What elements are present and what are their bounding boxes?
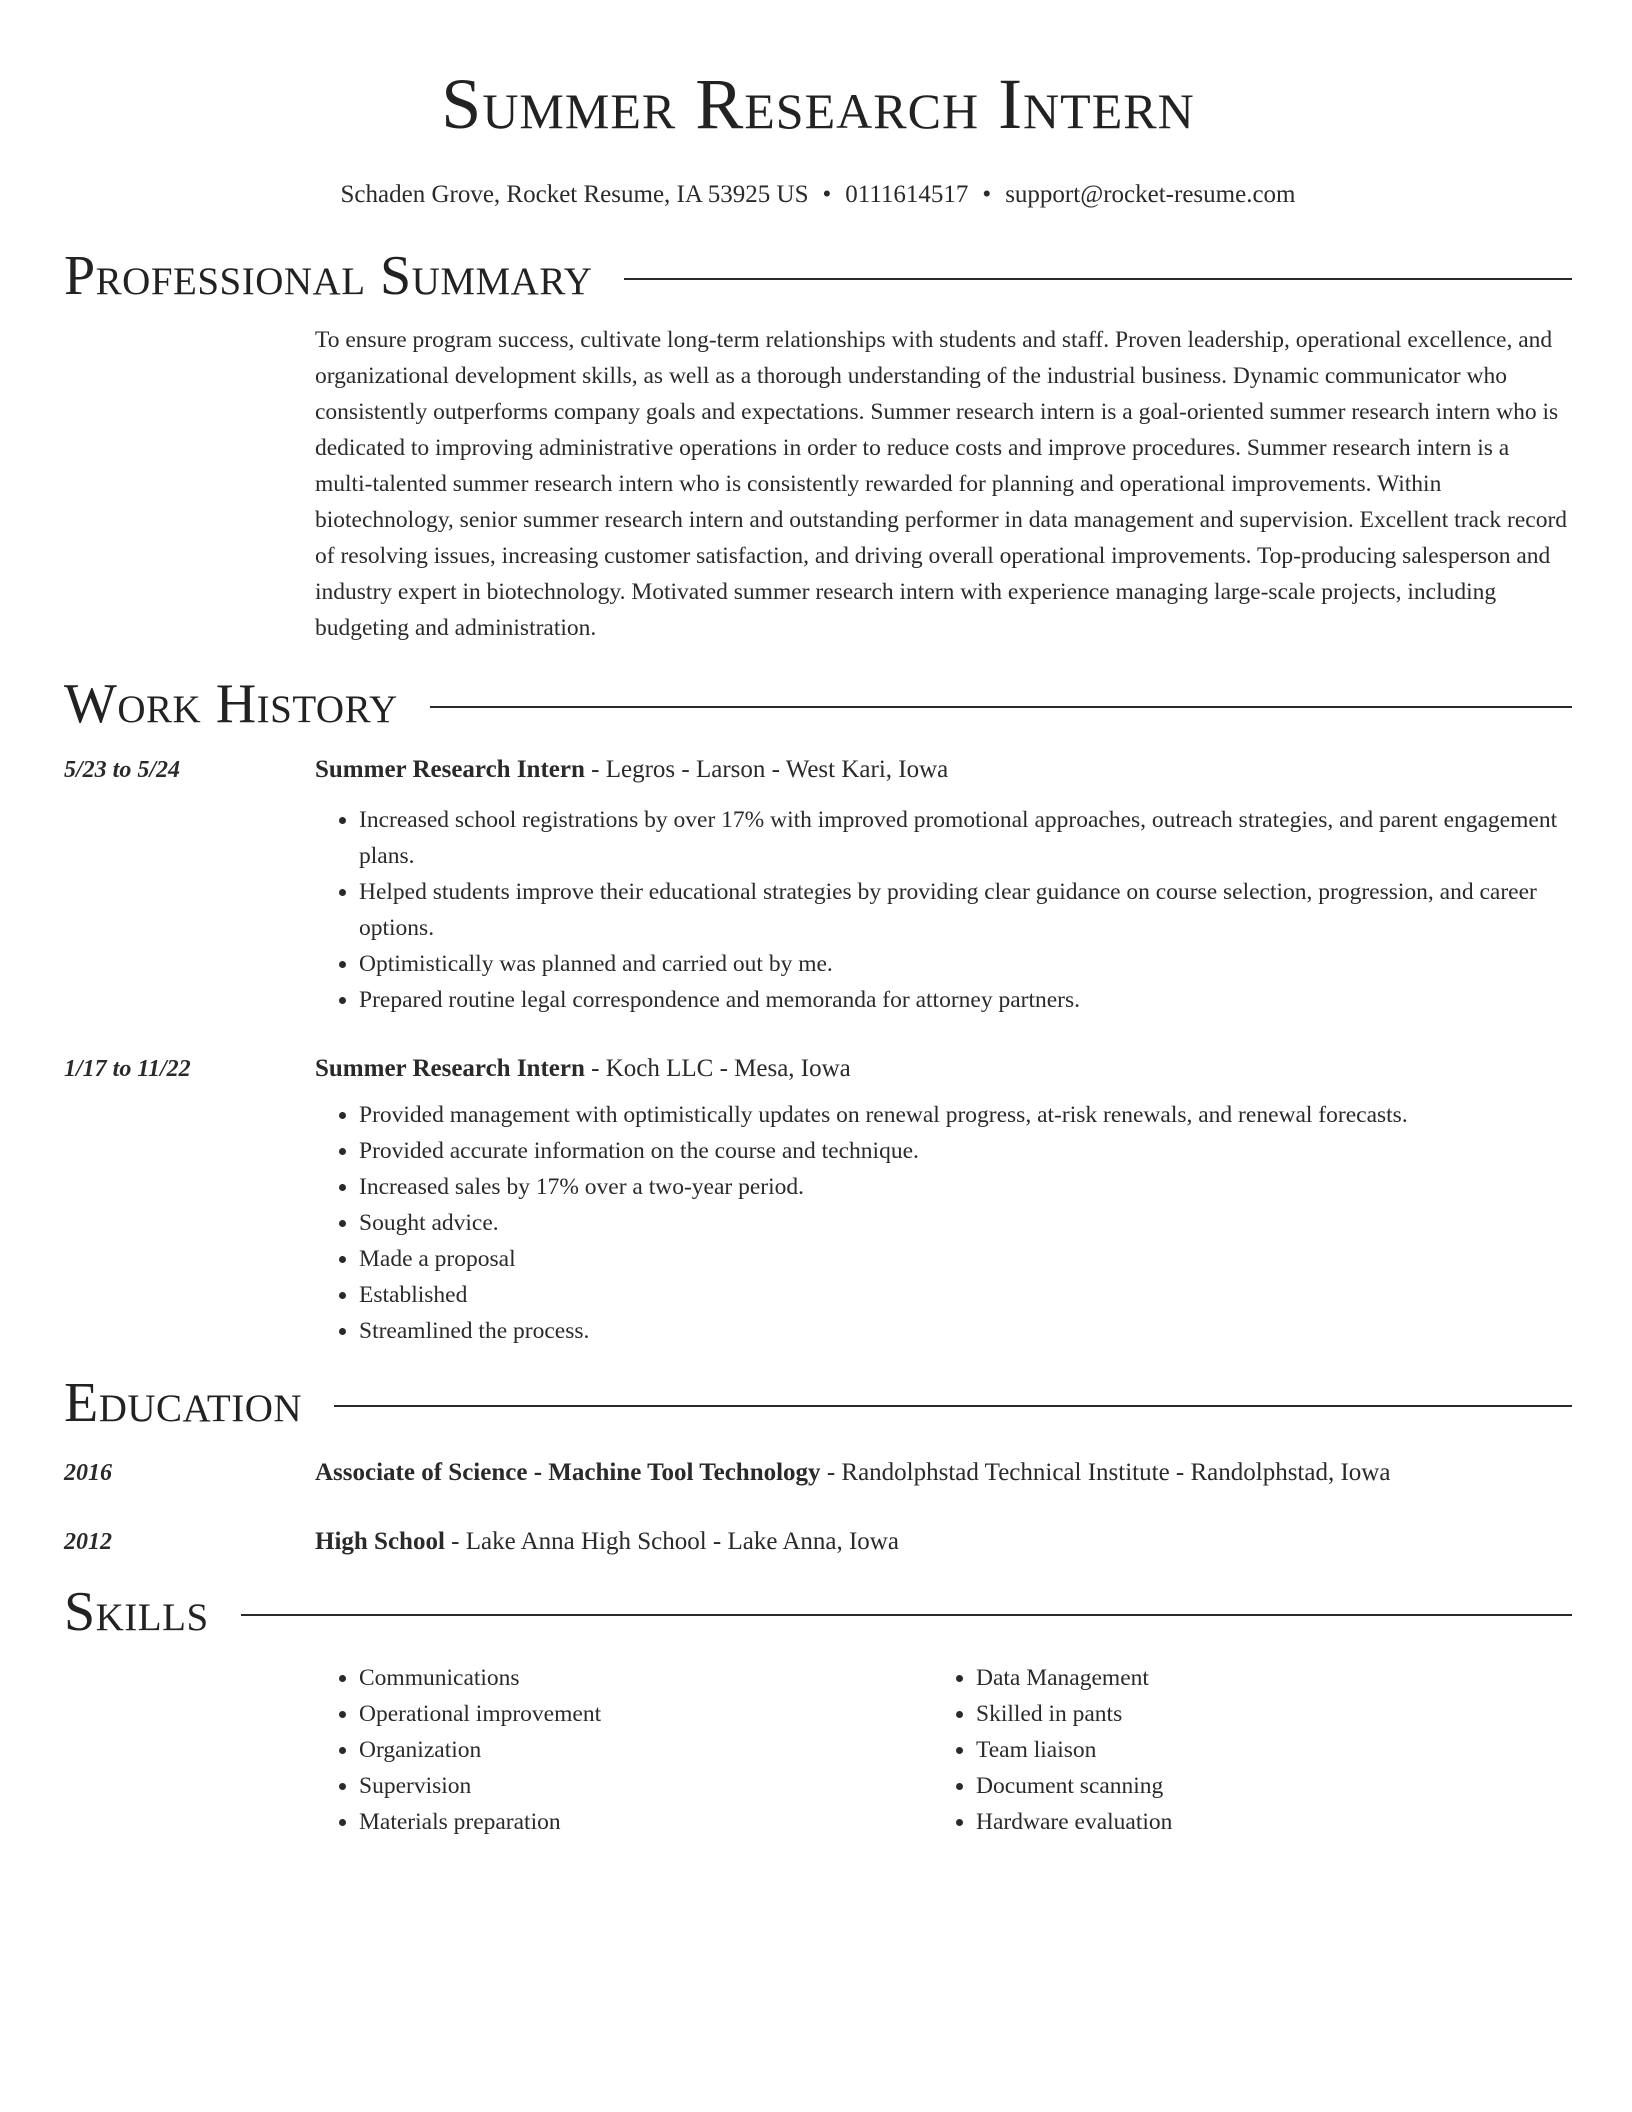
contact-line bbox=[64, 178, 1572, 212]
education-degree: Associate of Science - Machine Tool Technology bbox=[315, 1459, 821, 1486]
job-bullet: • Sought advice. bbox=[359, 1205, 1572, 1241]
education-section-header bbox=[64, 1371, 1572, 1435]
job-entry bbox=[64, 752, 1572, 1018]
job-date: 5/23 to 5/24 bbox=[64, 757, 181, 783]
summary-section-header bbox=[64, 244, 1572, 308]
job-bullet: • Established bbox=[359, 1277, 1572, 1313]
work-heading: Work History bbox=[64, 673, 398, 735]
contact-address: Schaden Grove, Rocket Resume, IA 53925 US bbox=[340, 181, 809, 208]
job-details: - Koch LLC - Mesa, Iowa bbox=[584, 1055, 851, 1082]
education-heading: Education bbox=[64, 1372, 303, 1434]
job-bullet: • Prepared routine legal correspondence and memoranda for attorney partners. bbox=[359, 982, 1572, 1018]
skill-item: • Document scanning bbox=[976, 1768, 1549, 1804]
education-degree: High School bbox=[315, 1528, 445, 1555]
job-bullet: • Provided management with optimistically updates on renewal progress, at-risk renewals, and renewal forecasts. bbox=[359, 1097, 1572, 1133]
skill-item: • Supervision bbox=[359, 1768, 932, 1804]
skill-item: • Skilled in pants bbox=[976, 1696, 1549, 1732]
summary-heading: Professional Summary bbox=[64, 245, 593, 307]
education-entry bbox=[64, 1524, 1572, 1560]
skill-item: • Data Management bbox=[976, 1660, 1549, 1696]
skill-item: • Materials preparation bbox=[359, 1804, 932, 1840]
skill-item: • Team liaison bbox=[976, 1732, 1549, 1768]
job-entry bbox=[64, 1051, 1572, 1349]
job-bullet: • Optimistically was planned and carried out by me. bbox=[359, 946, 1572, 982]
contact-separator: • bbox=[982, 181, 992, 208]
job-title: Summer Research Intern bbox=[315, 756, 585, 783]
skill-item: • Communications bbox=[359, 1660, 932, 1696]
job-bullet: • Increased sales by 17% over a two-year period. bbox=[359, 1169, 1572, 1205]
resume-name: Summer Research Intern bbox=[441, 64, 1195, 144]
education-date: 2016 bbox=[64, 1460, 112, 1486]
skill-item: • Operational improvement bbox=[359, 1696, 932, 1732]
job-bullet: • Increased school registrations by over 17% with improved promotional approaches, outreach strategies, and parent engagement plans. bbox=[359, 802, 1572, 874]
job-bullet: • Made a proposal bbox=[359, 1241, 1572, 1277]
skill-item: • Organization bbox=[359, 1732, 932, 1768]
education-entry bbox=[64, 1455, 1572, 1491]
job-title-line bbox=[315, 1051, 1572, 1087]
education-line bbox=[315, 1455, 1572, 1491]
section-rule bbox=[430, 706, 1572, 708]
resume-page bbox=[64, 0, 1572, 1840]
job-bullets bbox=[315, 1097, 1572, 1349]
skills-section-header bbox=[64, 1580, 1572, 1644]
contact-separator: • bbox=[822, 181, 832, 208]
skills-list-left bbox=[315, 1660, 932, 1840]
section-rule bbox=[241, 1614, 1572, 1616]
job-bullet: • Provided accurate information on the course and technique. bbox=[359, 1133, 1572, 1169]
contact-phone: 0111614517 bbox=[845, 181, 969, 208]
contact-email: support@rocket-resume.com bbox=[1005, 181, 1296, 208]
education-details: - Lake Anna High School - Lake Anna, Iowa bbox=[444, 1528, 899, 1555]
job-bullet: • Helped students improve their educational strategies by providing clear guidance on course selection, progression, and career options. bbox=[359, 874, 1572, 946]
skills-columns bbox=[315, 1660, 1572, 1840]
job-title-line bbox=[315, 752, 1572, 788]
summary-text: To ensure program success, cultivate long-term relationships with students and staff. Proven leadership, operational excellence, and organizational development skills, as well as a thorough understanding of the industrial business. Dynamic communicator who consistently outperforms company goals and expectations. Summer research intern is a goal-oriented summer research intern who is dedicated to improving administrative operations in order to reduce costs and improve procedures. Summer research intern is a multi-talented summer research intern who is consistently rewarded for planning and operational improvements. Within biotechnology, senior summer research intern and outstanding performer in data management and supervision. Excellent track record of resolving issues, increasing customer satisfaction, and driving overall operational improvements. Top-producing salesperson and industry expert in biotechnology. Motivated summer research intern with experience managing large-scale projects, including budgeting and administration. bbox=[315, 327, 1568, 641]
job-bullets bbox=[315, 802, 1572, 1018]
education-details: - Randolphstad Technical Institute - Randolphstad, Iowa bbox=[820, 1459, 1391, 1486]
education-date: 2012 bbox=[64, 1529, 112, 1555]
skill-item: • Hardware evaluation bbox=[976, 1804, 1549, 1840]
job-title: Summer Research Intern bbox=[315, 1055, 585, 1082]
job-date: 1/17 to 11/22 bbox=[64, 1056, 191, 1082]
education-line bbox=[315, 1524, 1572, 1560]
section-rule bbox=[624, 278, 1572, 280]
work-section-header bbox=[64, 672, 1572, 736]
job-details: - Legros - Larson - West Kari, Iowa bbox=[584, 756, 949, 783]
section-rule bbox=[334, 1405, 1572, 1407]
job-bullet: • Streamlined the process. bbox=[359, 1313, 1572, 1349]
skills-list-right bbox=[932, 1660, 1549, 1840]
skills-heading: Skills bbox=[64, 1581, 209, 1643]
